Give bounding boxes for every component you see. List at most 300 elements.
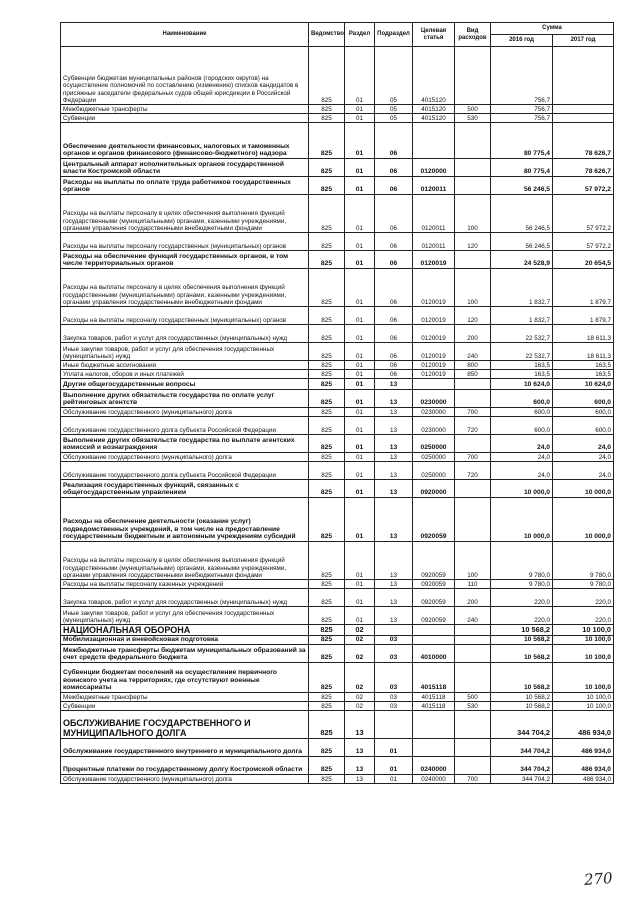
cell-a: 56 246,5 <box>491 233 553 251</box>
cell-vr: 500 <box>455 105 491 114</box>
cell-name: Выполнение других обязательств государства по выплате агентских комиссий и вознаграждения <box>61 435 309 453</box>
cell-rz: 02 <box>345 693 375 702</box>
cell-vr <box>455 159 491 177</box>
table-row <box>61 390 614 408</box>
cell-name: Выполнение других обязательств государства по оплате услуг рейтинговых агентств <box>61 390 309 408</box>
cell-rz: 02 <box>345 645 375 663</box>
cell-cs: 4015118 <box>413 702 455 711</box>
cell-name: Мобилизационная и вневойсковая подготовка <box>61 636 309 645</box>
table-row <box>61 307 614 325</box>
cell-cs: 0250000 <box>413 435 455 453</box>
cell-pr: 05 <box>375 114 413 123</box>
cell-pr: 06 <box>375 251 413 269</box>
cell-b: 57 972,2 <box>553 177 614 195</box>
cell-a: 10 000,0 <box>491 498 553 542</box>
cell-cs: 0120000 <box>413 159 455 177</box>
cell-vr: 850 <box>455 370 491 379</box>
cell-vr <box>455 435 491 453</box>
cell-vr <box>455 123 491 159</box>
cell-pr: 13 <box>375 542 413 580</box>
cell-ved: 825 <box>309 757 345 775</box>
cell-ved: 825 <box>309 702 345 711</box>
cell-vr: 530 <box>455 702 491 711</box>
cell-name: Обслуживание государственного долга субъекта Российской Федерации <box>61 462 309 480</box>
cell-ved: 825 <box>309 636 345 645</box>
cell-cs: 0120019 <box>413 325 455 343</box>
cell-cs: 0120011 <box>413 177 455 195</box>
cell-b: 10 100,0 <box>553 693 614 702</box>
cell-cs: 0920059 <box>413 607 455 625</box>
cell-b: 78 626,7 <box>553 159 614 177</box>
cell-name: Субвенции <box>61 114 309 123</box>
table-row <box>61 195 614 233</box>
cell-rz: 01 <box>345 361 375 370</box>
cell-name: Иные закупки товаров, работ и услуг для обеспечения государственных (муниципальных) нужд <box>61 343 309 361</box>
cell-cs: 0920059 <box>413 542 455 580</box>
table-row <box>61 233 614 251</box>
cell-name: Межбюджетные трансферты бюджетам муниципальных образований за счет средств федерального бюджета <box>61 645 309 663</box>
cell-cs: 0120011 <box>413 233 455 251</box>
cell-rz: 01 <box>345 325 375 343</box>
cell-name: Иные бюджетные ассигнования <box>61 361 309 370</box>
cell-pr: 06 <box>375 195 413 233</box>
cell-vr: 120 <box>455 233 491 251</box>
cell-vr: 700 <box>455 775 491 784</box>
cell-vr <box>455 498 491 542</box>
cell-rz: 02 <box>345 636 375 645</box>
cell-b: 18 611,3 <box>553 325 614 343</box>
cell-ved: 825 <box>309 105 345 114</box>
cell-cs <box>413 625 455 636</box>
cell-pr: 03 <box>375 636 413 645</box>
table-row <box>61 645 614 663</box>
table-row <box>61 435 614 453</box>
cell-cs <box>413 379 455 390</box>
cell-ved: 825 <box>309 480 345 498</box>
cell-vr: 110 <box>455 580 491 589</box>
cell-b: 1 879,7 <box>553 269 614 307</box>
col-header-name: Наименование <box>61 23 309 47</box>
cell-pr: 13 <box>375 390 413 408</box>
cell-name: Межбюджетные трансферты <box>61 105 309 114</box>
cell-cs: 0120019 <box>413 269 455 307</box>
cell-rz: 01 <box>345 379 375 390</box>
cell-cs: 0250000 <box>413 453 455 462</box>
cell-vr <box>455 480 491 498</box>
cell-a: 9 780,0 <box>491 542 553 580</box>
cell-a: 10 568,2 <box>491 693 553 702</box>
cell-ved: 825 <box>309 114 345 123</box>
cell-ved: 825 <box>309 739 345 757</box>
cell-a: 344 704,2 <box>491 739 553 757</box>
cell-pr: 13 <box>375 408 413 417</box>
col-header-2017: 2017 год <box>553 35 614 47</box>
cell-b: 9 780,0 <box>553 542 614 580</box>
cell-cs: 0240000 <box>413 775 455 784</box>
cell-b: 20 654,5 <box>553 251 614 269</box>
cell-vr: 800 <box>455 361 491 370</box>
cell-rz: 01 <box>345 123 375 159</box>
table-row <box>61 251 614 269</box>
cell-ved: 825 <box>309 233 345 251</box>
cell-pr: 06 <box>375 361 413 370</box>
cell-b: 10 000,0 <box>553 498 614 542</box>
cell-ved: 825 <box>309 390 345 408</box>
cell-cs: 0920059 <box>413 498 455 542</box>
cell-rz: 01 <box>345 233 375 251</box>
table-row <box>61 177 614 195</box>
cell-pr: 13 <box>375 435 413 453</box>
cell-cs: 0920059 <box>413 589 455 607</box>
table-row <box>61 739 614 757</box>
cell-b: 10 000,0 <box>553 480 614 498</box>
cell-rz: 01 <box>345 435 375 453</box>
cell-cs: 0250000 <box>413 462 455 480</box>
cell-b: 486 934,0 <box>553 775 614 784</box>
cell-a: 56 246,5 <box>491 195 553 233</box>
col-header-cs: Целевая статья <box>413 23 455 47</box>
cell-a: 1 832,7 <box>491 269 553 307</box>
cell-ved: 825 <box>309 325 345 343</box>
table-row <box>61 625 614 636</box>
cell-a: 24,0 <box>491 435 553 453</box>
cell-vr <box>455 625 491 636</box>
cell-pr: 06 <box>375 123 413 159</box>
cell-b: 78 626,7 <box>553 123 614 159</box>
cell-b: 57 972,2 <box>553 195 614 233</box>
cell-name: Обслуживание государственного (муниципального) долга <box>61 775 309 784</box>
table-row <box>61 269 614 307</box>
cell-vr <box>455 177 491 195</box>
cell-a: 24,0 <box>491 462 553 480</box>
table-row <box>61 711 614 739</box>
cell-vr: 200 <box>455 589 491 607</box>
cell-b: 10 100,0 <box>553 645 614 663</box>
cell-rz: 01 <box>345 159 375 177</box>
table-row <box>61 361 614 370</box>
cell-b: 57 972,2 <box>553 233 614 251</box>
cell-b: 163,5 <box>553 370 614 379</box>
cell-rz: 01 <box>345 307 375 325</box>
cell-name: Центральный аппарат исполнительных органов государственной власти Костромской области <box>61 159 309 177</box>
cell-name: Иные закупки товаров, работ и услуг для обеспечения государственных (муниципальных) нужд <box>61 607 309 625</box>
cell-rz: 01 <box>345 195 375 233</box>
cell-a: 24,0 <box>491 453 553 462</box>
table-row <box>61 343 614 361</box>
cell-name: Расходы на выплаты персоналу в целях обеспечения выполнения функций государственными (муниципальными) органами, казенными учреждениями, органами управления государственными внебюджетными фондами <box>61 269 309 307</box>
table-row <box>61 462 614 480</box>
cell-name: Реализация государственных функций, связанных с общегосударственным управлением <box>61 480 309 498</box>
cell-name: Расходы на обеспечение деятельности (оказание услуг) подведомственных учреждений, в том числе на предоставление государственным бюджетным и автономным учреждениям субсидий <box>61 498 309 542</box>
cell-rz: 02 <box>345 663 375 693</box>
cell-ved: 825 <box>309 343 345 361</box>
cell-a: 9 780,0 <box>491 580 553 589</box>
cell-rz: 01 <box>345 480 375 498</box>
cell-rz: 13 <box>345 757 375 775</box>
cell-rz: 01 <box>345 453 375 462</box>
table-row <box>61 693 614 702</box>
cell-name: Расходы на выплаты по оплате труда работников государственных органов <box>61 177 309 195</box>
table-row <box>61 370 614 379</box>
cell-name: Уплата налогов, сборов и иных платежей <box>61 370 309 379</box>
cell-vr: 240 <box>455 607 491 625</box>
cell-name: Субвенции бюджетам муниципальных районов (городских округов) на осуществление полномочий по составлению (изменению) списков кандидатов в присяжные заседатели федеральных судов общей юрисдикции в Российской Федерации <box>61 47 309 105</box>
table-row <box>61 408 614 417</box>
cell-rz: 13 <box>345 711 375 739</box>
cell-name: Расходы на обеспечение функций государственных органов, в том числе территориальных органов <box>61 251 309 269</box>
cell-cs: 0230000 <box>413 390 455 408</box>
cell-b: 486 934,0 <box>553 739 614 757</box>
col-header-2016: 2016 год <box>491 35 553 47</box>
cell-pr: 13 <box>375 379 413 390</box>
cell-vr <box>455 739 491 757</box>
cell-cs <box>413 123 455 159</box>
cell-name: Субвенции бюджетам поселений на осуществление первичного воинского учета на территориях, где отсутствуют военные комиссариаты <box>61 663 309 693</box>
cell-name: Закупка товаров, работ и услуг для государственных (муниципальных) нужд <box>61 589 309 607</box>
cell-ved: 825 <box>309 307 345 325</box>
cell-vr <box>455 47 491 105</box>
cell-vr <box>455 711 491 739</box>
cell-vr <box>455 390 491 408</box>
cell-a: 10 568,2 <box>491 625 553 636</box>
cell-pr: 03 <box>375 645 413 663</box>
cell-b: 10 100,0 <box>553 702 614 711</box>
cell-a: 1 832,7 <box>491 307 553 325</box>
cell-cs: 4015118 <box>413 693 455 702</box>
cell-name: Межбюджетные трансферты <box>61 693 309 702</box>
cell-vr: 200 <box>455 325 491 343</box>
cell-b <box>553 114 614 123</box>
cell-vr: 100 <box>455 195 491 233</box>
cell-a: 80 775,4 <box>491 159 553 177</box>
cell-b: 18 611,3 <box>553 343 614 361</box>
cell-name: Обслуживание государственного (муниципального) долга <box>61 408 309 417</box>
cell-vr: 530 <box>455 114 491 123</box>
table-row <box>61 417 614 435</box>
cell-ved: 825 <box>309 663 345 693</box>
cell-rz: 01 <box>345 177 375 195</box>
cell-ved: 825 <box>309 417 345 435</box>
cell-a: 220,0 <box>491 589 553 607</box>
cell-cs: 4015120 <box>413 114 455 123</box>
cell-ved: 825 <box>309 361 345 370</box>
cell-pr: 06 <box>375 159 413 177</box>
cell-name: Расходы на выплаты персоналу казенных учреждений <box>61 580 309 589</box>
cell-b <box>553 105 614 114</box>
cell-ved: 825 <box>309 580 345 589</box>
cell-a: 220,0 <box>491 607 553 625</box>
cell-vr: 120 <box>455 307 491 325</box>
cell-ved: 825 <box>309 408 345 417</box>
cell-vr: 240 <box>455 343 491 361</box>
cell-rz: 01 <box>345 114 375 123</box>
cell-pr: 13 <box>375 462 413 480</box>
cell-vr: 100 <box>455 542 491 580</box>
cell-rz: 01 <box>345 269 375 307</box>
cell-rz: 01 <box>345 105 375 114</box>
cell-pr: 03 <box>375 702 413 711</box>
cell-pr: 13 <box>375 498 413 542</box>
cell-b: 10 624,0 <box>553 379 614 390</box>
cell-rz: 02 <box>345 702 375 711</box>
cell-cs: 0120019 <box>413 307 455 325</box>
cell-cs: 0230000 <box>413 408 455 417</box>
cell-a: 344 704,2 <box>491 711 553 739</box>
cell-cs: 0120019 <box>413 361 455 370</box>
cell-rz: 01 <box>345 542 375 580</box>
cell-name: Расходы на выплаты персоналу государственных (муниципальных) органов <box>61 233 309 251</box>
cell-cs: 4015120 <box>413 47 455 105</box>
cell-vr <box>455 757 491 775</box>
cell-pr: 01 <box>375 757 413 775</box>
cell-pr: 06 <box>375 307 413 325</box>
budget-sheet <box>60 22 613 784</box>
table-row <box>61 542 614 580</box>
table-row <box>61 123 614 159</box>
cell-a: 163,5 <box>491 370 553 379</box>
cell-pr: 01 <box>375 775 413 784</box>
cell-rz: 01 <box>345 498 375 542</box>
table-row <box>61 580 614 589</box>
cell-vr: 100 <box>455 269 491 307</box>
cell-pr: 06 <box>375 325 413 343</box>
cell-cs: 0240000 <box>413 757 455 775</box>
cell-cs <box>413 739 455 757</box>
cell-rz: 01 <box>345 417 375 435</box>
cell-a: 22 532,7 <box>491 325 553 343</box>
cell-ved: 825 <box>309 453 345 462</box>
cell-b: 600,0 <box>553 390 614 408</box>
cell-cs: 0120019 <box>413 343 455 361</box>
table-row <box>61 607 614 625</box>
table-body <box>61 47 614 784</box>
cell-vr <box>455 636 491 645</box>
cell-cs: 0920000 <box>413 480 455 498</box>
cell-a: 600,0 <box>491 417 553 435</box>
cell-a: 10 568,2 <box>491 645 553 663</box>
cell-a: 56 246,5 <box>491 177 553 195</box>
cell-a: 24 528,9 <box>491 251 553 269</box>
cell-pr: 13 <box>375 417 413 435</box>
cell-vr <box>455 645 491 663</box>
table-row <box>61 379 614 390</box>
cell-cs: 4015118 <box>413 663 455 693</box>
cell-ved: 825 <box>309 379 345 390</box>
cell-cs: 0120019 <box>413 370 455 379</box>
cell-b: 600,0 <box>553 417 614 435</box>
table-row <box>61 480 614 498</box>
cell-vr <box>455 251 491 269</box>
cell-b: 220,0 <box>553 607 614 625</box>
cell-name: НАЦИОНАЛЬНАЯ ОБОРОНА <box>61 625 309 636</box>
cell-a: 600,0 <box>491 408 553 417</box>
cell-ved: 825 <box>309 159 345 177</box>
page-number: 270 <box>583 869 614 889</box>
cell-ved: 825 <box>309 269 345 307</box>
cell-a: 80 775,4 <box>491 123 553 159</box>
cell-rz: 01 <box>345 343 375 361</box>
cell-a: 22 532,7 <box>491 343 553 361</box>
cell-pr: 13 <box>375 580 413 589</box>
cell-cs: 0920059 <box>413 580 455 589</box>
col-header-razdel: Раздел <box>345 23 375 47</box>
cell-pr: 13 <box>375 453 413 462</box>
cell-name: Другие общегосударственные вопросы <box>61 379 309 390</box>
cell-cs: 0120019 <box>413 251 455 269</box>
cell-pr: 06 <box>375 370 413 379</box>
cell-ved: 825 <box>309 498 345 542</box>
cell-ved: 825 <box>309 435 345 453</box>
cell-a: 10 624,0 <box>491 379 553 390</box>
budget-table <box>60 22 614 784</box>
cell-b: 24,0 <box>553 462 614 480</box>
cell-b: 10 100,0 <box>553 625 614 636</box>
cell-rz: 01 <box>345 589 375 607</box>
cell-ved: 825 <box>309 47 345 105</box>
cell-ved: 825 <box>309 625 345 636</box>
cell-name: ОБСЛУЖИВАНИЕ ГОСУДАРСТВЕННОГО И МУНИЦИПАЛЬНОГО ДОЛГА <box>61 711 309 739</box>
cell-pr: 06 <box>375 177 413 195</box>
cell-ved: 825 <box>309 607 345 625</box>
cell-pr: 03 <box>375 663 413 693</box>
cell-pr: 01 <box>375 739 413 757</box>
cell-a: 10 568,2 <box>491 702 553 711</box>
cell-vr <box>455 379 491 390</box>
cell-vr: 720 <box>455 462 491 480</box>
cell-vr <box>455 663 491 693</box>
cell-vr: 500 <box>455 693 491 702</box>
cell-ved: 825 <box>309 462 345 480</box>
cell-cs <box>413 636 455 645</box>
table-row <box>61 663 614 693</box>
cell-name: Расходы на выплаты персоналу государственных (муниципальных) органов <box>61 307 309 325</box>
table-row <box>61 114 614 123</box>
cell-ved: 825 <box>309 775 345 784</box>
cell-a: 10 568,2 <box>491 636 553 645</box>
cell-name: Закупка товаров, работ и услуг для государственных (муниципальных) нужд <box>61 325 309 343</box>
cell-b: 1 879,7 <box>553 307 614 325</box>
cell-vr: 700 <box>455 408 491 417</box>
cell-name: Обслуживание государственного долга субъекта Российской Федерации <box>61 417 309 435</box>
table-row <box>61 105 614 114</box>
cell-ved: 825 <box>309 123 345 159</box>
col-header-ved: Ведомство <box>309 23 345 47</box>
col-header-sum: Сумма <box>491 23 614 35</box>
cell-ved: 825 <box>309 589 345 607</box>
cell-pr: 03 <box>375 693 413 702</box>
cell-ved: 825 <box>309 195 345 233</box>
cell-pr: 06 <box>375 233 413 251</box>
cell-b: 9 780,0 <box>553 580 614 589</box>
table-row <box>61 325 614 343</box>
cell-name: Обслуживание государственного (муниципального) долга <box>61 453 309 462</box>
cell-pr: 13 <box>375 480 413 498</box>
cell-b: 24,0 <box>553 453 614 462</box>
cell-a: 756,7 <box>491 114 553 123</box>
cell-ved: 825 <box>309 645 345 663</box>
cell-rz: 01 <box>345 370 375 379</box>
cell-pr: 05 <box>375 47 413 105</box>
cell-ved: 825 <box>309 693 345 702</box>
cell-rz: 01 <box>345 408 375 417</box>
cell-b: 10 100,0 <box>553 636 614 645</box>
table-row <box>61 589 614 607</box>
cell-b: 600,0 <box>553 408 614 417</box>
cell-pr: 06 <box>375 269 413 307</box>
cell-cs: 0120011 <box>413 195 455 233</box>
cell-rz: 13 <box>345 739 375 757</box>
cell-a: 10 000,0 <box>491 480 553 498</box>
